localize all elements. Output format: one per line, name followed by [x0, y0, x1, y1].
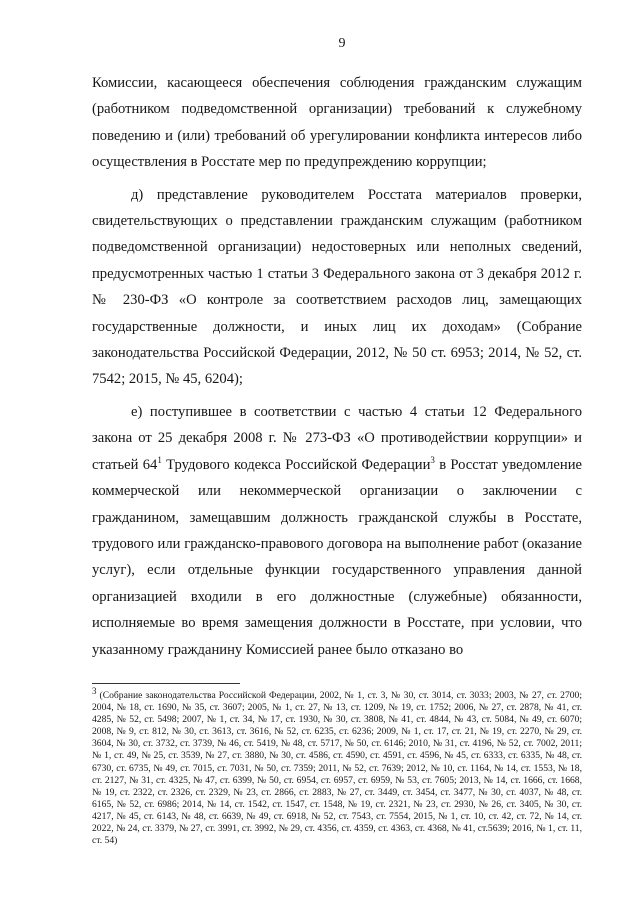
item-e-text-3: в Росстат уведомление коммерческой или некоммерческой организации о заключении с гражданином, замещавшим должность гражданской службы в Росстате, трудового или гражданско-правового договора на выполнение работ (оказание услуг), если отдельные функции государственного управления данной организацией входили в его должностные (служебные) обязанности, исполняемые во время замещения должности в Росстате, при условии, что указанному гражданину Комиссией ранее было отказано во	[92, 456, 582, 658]
item-e-text-1: е) поступившее в соответствии с частью 4 статьи 12 Федерального закона от 25 декабря 2008 г. № 273-ФЗ «О противодействии коррупции» и статьей 64	[92, 403, 582, 473]
footnote-reference-3: 3	[430, 454, 435, 465]
paragraph-item-e	[92, 399, 582, 663]
page-number: 9	[338, 36, 346, 51]
paragraph-commission-continuation: Комиссии, касающееся обеспечения соблюдения гражданским служащим (работником подведомственной организации) требований к служебному поведению и (или) требований об урегулировании конфликта интересов либо осуществления в Росстате мер по предупреждению коррупции;	[92, 75, 582, 171]
paragraph-item-d: д) представление руководителем Росстата материалов проверки, свидетельствующих о представлении гражданским служащим (работником подведомственной организации) недостоверных или неполных сведений, предусмотренных частью 1 статьи 3 Федерального закона от 3 декабря 2012 г. № 230-ФЗ «О контроле за соответствием расходов лиц, замещающих государственные должности, и иных лиц их доходам» (Собрание законодательства Российской Федерации, 2012, № 50 ст. 6953; 2014, № 52, ст. 7542; 2015, № 45, 6204);	[92, 186, 582, 388]
footnote	[92, 685, 582, 847]
footnote-separator	[92, 683, 240, 684]
item-e-text-2: Трудового кодекса Российской Федерации	[161, 456, 431, 473]
footnote-marker: 3	[92, 685, 97, 696]
superscript-1: 1	[157, 454, 162, 465]
footnote-text: (Собрание законодательства Российской Федерации, 2002, № 1, ст. 3, № 30, ст. 3014, ст. 3033; 2003, № 27, ст. 2700; 2004, № 18, ст. 1690, № 35, ст. 3607; 2005, № 1, ст. 27, № 13, ст. 1209, № 19, ст. 1752; 2006, № 27, ст. 2878, № 41, ст. 4285, № 52, ст. 5498; 2007, № 1, ст. 34, № 17, ст. 1930, № 30, ст. 3808, № 41, ст. 4844, № 43, ст. 5084, № 49, ст. 6070; 2008, № 9, ст. 812, № 30, ст. 3613, ст. 3616, № 52, ст. 6235, ст. 6236; 2009, № 1, ст. 17, ст. 21, № 19, ст. 2270, № 29, ст. 3604, № 30, ст. 3732, ст. 3739, № 46, ст. 5419, № 48, ст. 5717, № 50, ст. 6146; 2010, № 31, ст. 4196, № 52, ст. 7002, 2011; № 1, ст. 49, № 25, ст. 3539, № 27, ст. 3880, № 30, ст. 4586, ст. 4590, ст. 4591, ст. 4596, № 45, ст. 6333, ст. 6335, № 48, ст. 6730, ст. 6735, № 49, ст. 7015, ст. 7031, № 50, ст. 7359; 2011, № 52, ст. 7639; 2012, № 10, ст. 1164, № 14, ст. 1553, № 18, ст. 2127, № 31, ст. 4325, № 47, ст. 6399, № 50, ст. 6954, ст. 6957, ст. 6959, № 53, ст. 7605; 2013, № 14, ст. 1666, ст. 1668, № 19, ст. 2322, ст. 2326, ст. 2329, № 23, ст. 2866, ст. 2883, № 27, ст. 3449, ст. 3454, ст. 3477, № 30, ст. 4037, № 48, ст. 6165, № 52, ст. 6986; 2014, № 14, ст. 1542, ст. 1547, ст. 1548, № 19, ст. 2321, № 23, ст. 2930, № 26, ст. 3405, № 30, ст. 4217, № 45, ст. 6143, № 48, ст. 6639, № 49, ст. 6918, № 52, ст. 7543, ст. 7554, 2015, № 1, ст. 10, ст. 42, ст. 72, № 14, ст. 2022, № 24, ст. 3379, № 27, ст. 3991, ст. 3992, № 29, ст. 4356, ст. 4359, ст. 4363, ст. 4368, № 41, ст.5639; 2016, № 1, ст. 11, ст. 54)	[92, 689, 582, 847]
